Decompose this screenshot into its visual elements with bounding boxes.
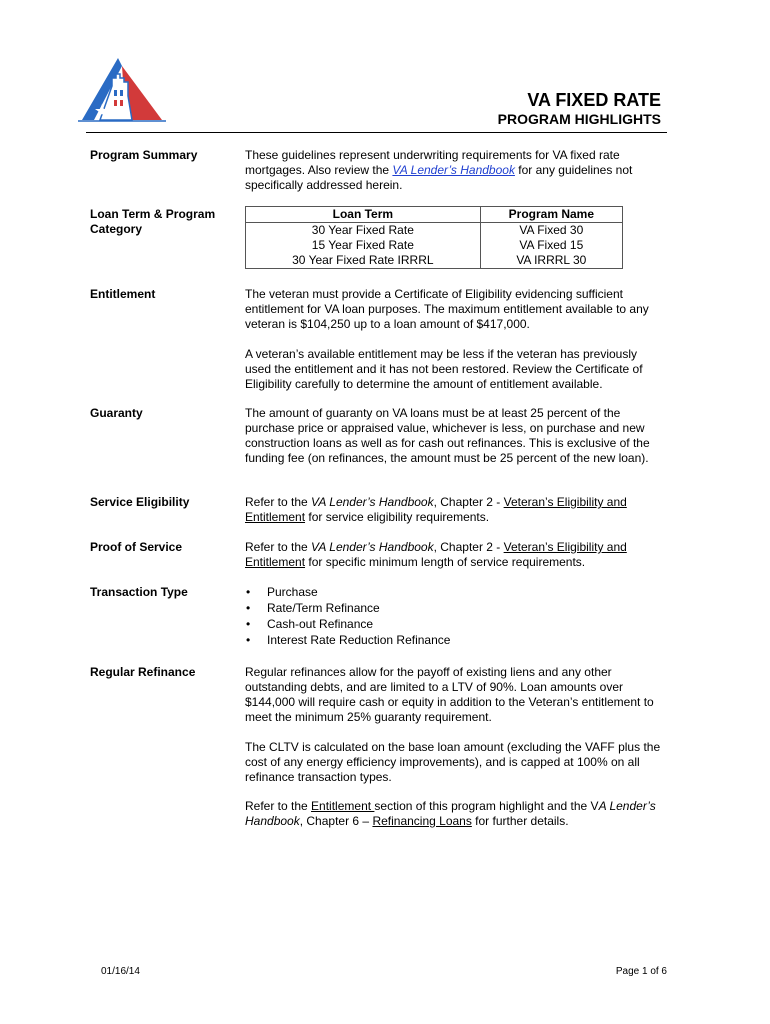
list-item: • Rate/Term Refinance: [245, 601, 665, 617]
table-cell: VA Fixed 30: [480, 223, 622, 239]
proof-of-service-t2: , Chapter 2 -: [433, 540, 504, 554]
list-item: • Cash-out Refinance: [245, 617, 665, 633]
program-summary-text-1: These guidelines represent underwriting requirements for VA fixed rate mortgages. Also review the: [245, 148, 620, 177]
entitlement-section-link[interactable]: Entitlement: [311, 799, 375, 813]
regular-refinance-text-3: [245, 799, 665, 829]
table-cell: VA IRRRL 30: [480, 253, 622, 269]
page-title: VA FIXED RATE: [527, 90, 661, 110]
table-cell: 15 Year Fixed Rate: [246, 238, 481, 253]
header-divider: [86, 132, 667, 133]
loan-term-label: Loan Term & Program Category: [90, 207, 216, 236]
service-eligibility-text: [245, 495, 665, 525]
proof-of-service-label: Proof of Service: [90, 540, 183, 554]
page-subtitle: PROGRAM HIGHLIGHTS: [497, 111, 661, 127]
entitlement-label: Entitlement: [90, 287, 156, 301]
refi-t1: Refer to the: [245, 799, 312, 813]
table-row: [246, 223, 623, 239]
service-eligibility-t1: Refer to the: [245, 495, 312, 509]
regular-refinance-text-2: The CLTV is calculated on the base loan amount (excluding the VAFF plus the cost of any energy efficiency improvements), and is capped at 100% on all refinance transaction types.: [245, 740, 661, 784]
table-header-program-name: Program Name: [480, 207, 622, 223]
proof-of-service-link[interactable]: Veteran’s Eligibility and Entitlement: [245, 540, 627, 569]
refi-handbook: A Lender’s Handbook: [245, 799, 656, 828]
proof-of-service-t1: Refer to the: [245, 540, 312, 554]
table-cell: 30 Year Fixed Rate: [246, 223, 481, 239]
list-item: • Purchase: [245, 585, 665, 601]
refi-t2: section of this program highlight and the V: [374, 799, 599, 813]
service-eligibility-link[interactable]: Veteran’s Eligibility and Entitlement: [245, 495, 627, 524]
list-item: • Interest Rate Reduction Refinance: [245, 633, 665, 649]
service-eligibility-handbook: VA Lender’s Handbook: [311, 495, 434, 509]
transaction-type-label: Transaction Type: [90, 585, 188, 599]
regular-refinance-text-1: Regular refinances allow for the payoff of existing liens and any other outstanding debts, and are limited to a LTV of 90%. Loan amounts over $144,000 will require cash or equity in addition to the Veteran’s entitlement to meet the minimum 25% guaranty requirement.: [245, 665, 654, 724]
table-row: [246, 253, 623, 269]
transaction-type-list: [245, 585, 665, 649]
transaction-type-list-wrap: [245, 585, 665, 649]
company-logo: [78, 56, 166, 122]
proof-of-service-text: [245, 540, 665, 570]
va-handbook-link[interactable]: VA Lender’s Handbook: [392, 163, 515, 177]
entitlement-text-1: The veteran must provide a Certificate of Eligibility evidencing sufficient entitlement for VA loan purposes. The maximum entitlement available to any veteran is $104,250 up to a loan amount of $417,000.: [245, 287, 649, 331]
guaranty-text: The amount of guaranty on VA loans must be at least 25 percent of the purchase price or appraised value, whichever is less, on purchase and new construction loans as well as for cash out refinances. This is exclusive of the funding fee (on refinances, the amount must be 25 percent of the new loan).: [245, 406, 650, 465]
table-cell: 30 Year Fixed Rate IRRRL: [246, 253, 481, 269]
program-summary-label: Program Summary: [90, 148, 198, 162]
regular-refinance-label: Regular Refinance: [90, 665, 196, 679]
refinancing-loans-link[interactable]: Refinancing Loans: [372, 814, 472, 828]
service-eligibility-label: Service Eligibility: [90, 495, 190, 509]
guaranty-label: Guaranty: [90, 406, 143, 420]
proof-of-service-handbook: VA Lender’s Handbook: [311, 540, 434, 554]
program-summary-text: [245, 148, 665, 193]
program-summary-text-2: for any guidelines not specifically addressed herein.: [245, 163, 633, 192]
table-row: [246, 238, 623, 253]
footer-page-number: Page 1 of 6: [615, 966, 667, 977]
service-eligibility-t2: , Chapter 2 -: [433, 495, 504, 509]
table-header-row: [246, 207, 623, 223]
entitlement-text-2: A veteran’s available entitlement may be less if the veteran has previously used the entitlement and it has not been restored. Review the Certificate of Eligibility carefully to determine the amount of entitlement available.: [245, 347, 643, 391]
table-header-loan-term: Loan Term: [246, 207, 481, 223]
refi-t3: , Chapter 6 –: [299, 814, 373, 828]
service-eligibility-t3: for service eligibility requirements.: [305, 510, 490, 524]
loan-term-table: [245, 206, 623, 269]
proof-of-service-t3: for specific minimum length of service requirements.: [305, 555, 586, 569]
table-cell: VA Fixed 15: [480, 238, 622, 253]
footer-date: 01/16/14: [101, 966, 140, 977]
refi-t4: for further details.: [471, 814, 569, 828]
